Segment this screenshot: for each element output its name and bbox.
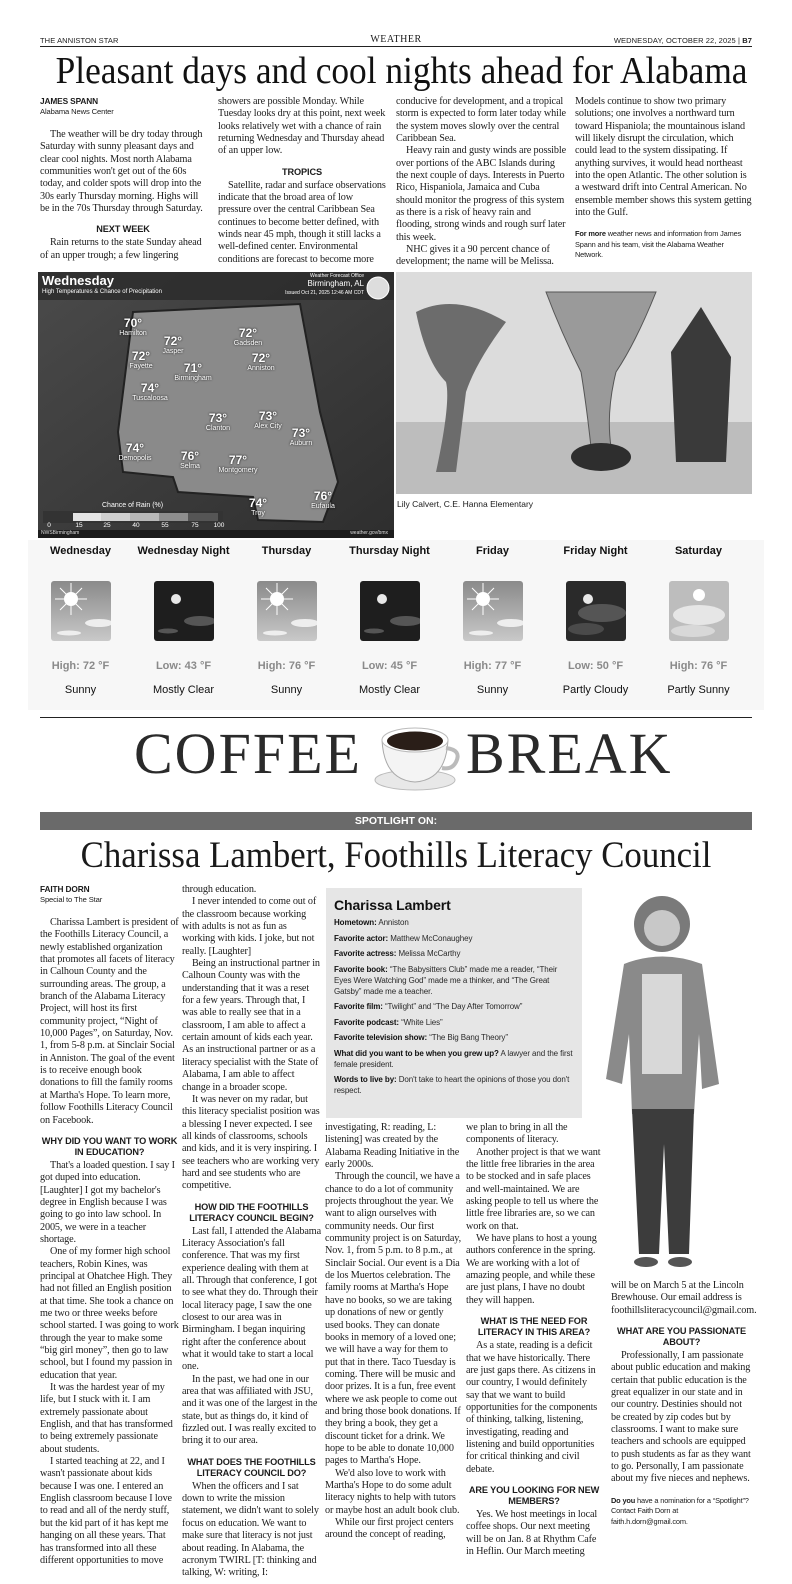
weather-column-3 (396, 96, 566, 269)
weather-column-2 (218, 96, 386, 266)
paragraph: Charissa Lambert is president of the Foothills Literacy Council, a newly established organization that promotes all facets of literacy in Calhoun County and the surrounding areas. The group, a branch of the Alabama Literacy Project, will host its first community project, “Night of 10,000 Pages”, on Saturday, Nov. 1, from 5-8 p.m. at Sinclair Social in Anniston. The goal of the event is to receive enough book donations to fill the family rooms at Martha's Hope. To learn more, follow Foothills Literacy Council on Facebook. (40, 917, 179, 1126)
factbox-item-value: Matthew McConaughey (388, 933, 473, 943)
paragraph: Satellite, radar and surface observations indicate that the broad area of low pressure over the central Caribbean Sea continues to become better defined, with winds near 45 mph, though it still lacks a well-defined center. Environmental conditions are forecast to become more (218, 179, 386, 265)
factbox-item-value: A lawyer and the first female president. (334, 1048, 573, 1069)
forecast-condition: Mostly Clear (358, 684, 421, 696)
coffee-break-left: COFFEE (134, 721, 362, 786)
factbox-item-value: “White Lies” (398, 1017, 443, 1027)
spotlight-label: SPOTLIGHT ON: (40, 812, 752, 830)
map-footer-left: NWSBirmingham (41, 530, 80, 536)
city-name: Troy (251, 510, 265, 517)
city-temp: 72° (163, 334, 183, 348)
weather-moon-cloudy-icon (566, 581, 626, 641)
city-temp: 73° (258, 409, 278, 423)
forecast-temperature: High: 77 °F (463, 660, 522, 672)
city-name: Birmingham (174, 375, 212, 382)
factbox-item-label: Favorite book: (334, 964, 388, 974)
paragraph: While our first project centers around the concept of reading, (325, 1517, 454, 1541)
city-temp: 72° (131, 349, 151, 363)
paragraph: NHC gives it a 90 percent chance of development; the name will be Melissa. (396, 244, 554, 268)
issue-date: WEDNESDAY, OCTOBER 22, 2025 (613, 36, 736, 45)
spotlight-headline: Charissa Lambert, Foothills Literacy Council (80, 835, 712, 876)
spotlight-column-1 (40, 884, 179, 1567)
weather-headline: Pleasant days and cool nights ahead for Alabama (55, 50, 748, 92)
map-city-eufaula (293, 490, 353, 511)
map-city-tuscaloosa (120, 382, 180, 403)
rain-legend-title: Chance of Rain (%) (102, 502, 164, 509)
paragraph-continued: we plan to bring in all the components of literacy. (466, 1122, 568, 1146)
rain-legend-tick: 40 (132, 522, 140, 529)
rain-legend-tick: 15 (75, 522, 83, 529)
city-name: Auburn (289, 440, 313, 447)
byline-name: JAMES SPANN (40, 96, 98, 106)
forecast-period (543, 540, 648, 696)
spotlight-column-2 (182, 884, 321, 1580)
paragraph-continued: Models continue to show two primary solutions; one involves a northward turn toward Hispaniola; the mountainous island will likely disrupt the circulation, which could lead to the system dissipating. If anything survives, it would head northeast into the open Atlantic. The other solution is a westward drift into Central American. No ensemble member shows this system getting into the Gulf. (575, 96, 752, 219)
paragraph-continued: showers are possible Monday. While Tuesday looks dry at this point, next week looks relatively wet with a chance of rain returning Wednesday and Thursday ahead of an upper low. (218, 96, 386, 157)
factbox-item-value: Don't take to heart the opinions of those you don't respect. (334, 1075, 570, 1095)
factbox-item (334, 1001, 574, 1012)
forecast-period-name: Friday Night (563, 545, 628, 557)
page-number: B7 (742, 36, 752, 45)
issue-date-page: WEDNESDAY, OCTOBER 22, 2025 | B7 (613, 36, 752, 45)
factbox-item-value: “Twilight” and “The Day After Tomorrow” (382, 1002, 523, 1011)
city-name: Demopolis (118, 455, 152, 462)
paragraph: Professionally, I am passionate about public education and making certain that public education is the great equalizer in our state and in our country. Destinies should not be created by zip codes but by classrooms. I want to make sure teachers and schools are equipped to push students as far as they want to go. Personally, I am passionate about my five nieces and nephews. (611, 1350, 751, 1485)
map-city-montgomery (208, 454, 268, 475)
rain-legend-tick: 25 (103, 522, 111, 529)
factbox-item (334, 948, 574, 959)
forecast-condition: Sunny (64, 684, 97, 696)
paper-name: THE ANNISTON STAR (40, 36, 119, 45)
child-tornado-drawing (396, 272, 752, 494)
factbox-title: Charissa Lambert (334, 897, 451, 913)
rain-legend-tick: 55 (161, 522, 169, 529)
forecast-period (131, 540, 236, 696)
forecast-condition: Partly Sunny (667, 684, 730, 696)
rain-legend-tick: 100 (213, 522, 225, 529)
city-temp: 72° (238, 326, 258, 340)
factbox-item (334, 1017, 574, 1028)
subhead: WHAT ARE YOU PASSIONATE ABOUT? (617, 1326, 746, 1348)
city-name: Jasper (162, 348, 184, 355)
city-name: Tuscaloosa (132, 395, 168, 402)
subhead: TROPICS (282, 166, 322, 177)
forecast-period-name: Friday (475, 545, 509, 557)
map-footer-right: weather.gov/bmx (350, 530, 388, 536)
rain-legend-tick: 75 (191, 522, 199, 529)
map-city-fayette (111, 350, 171, 371)
section-divider (40, 717, 752, 718)
subhead: WHAT DOES THE FOOTHILLS LITERACY COUNCIL DO? (187, 1456, 316, 1478)
factbox-item-label: Favorite actress: (334, 949, 397, 958)
coffee-cup-icon (372, 722, 462, 792)
forecast-condition: Mostly Clear (152, 684, 215, 696)
forecast-temperature: High: 72 °F (51, 660, 110, 672)
forecast-temperature: High: 76 °F (669, 660, 728, 672)
byline-name: FAITH DORN (40, 884, 90, 894)
forecast-period (646, 540, 751, 696)
forecast-condition: Sunny (476, 684, 509, 696)
weather-sun-icon (51, 581, 111, 641)
factbox-item-label: Words to live by: (334, 1075, 397, 1084)
weather-column-4 (575, 96, 752, 261)
paragraph: Rain returns to the state Sunday ahead of an upper trough; a few lingering (40, 237, 202, 261)
paragraph-continued: investigating, R: reading, L: listening] was created by the Alabama Reading Initiative in the early 2000s. (325, 1122, 460, 1171)
city-name: Anniston (247, 365, 275, 372)
paragraph: Through the council, we have a chance to do a lot of community projects throughout the year. We want to align ourselves with community needs. Our first community project is on Saturday, Nov. 1, from 5 p.m. to 8 p.m., at Sinclair Social. Our event is a Dia de los Muertos celebration. The family rooms at Martha's Hope have no books, so we are taking up donations of new or gently used books. They can donate books in memory of a loved one; we will have a way for them to put that in there. Taco Tuesday is coming. There will be music and door prizes. It is a fun, free event where we ask people to come out and bring those book donations. If they bring a book, they get a discount ticket for a drink. We hope to be able to donate 10,000 pages to Martha's Hope. (325, 1171, 461, 1467)
city-temp: 76° (180, 449, 200, 463)
map-subtitle: High Temperatures & Chance of Precipitation (42, 289, 162, 295)
city-name: Clanton (205, 425, 231, 432)
city-temp: 71° (183, 361, 203, 375)
city-name: Montgomery (218, 467, 258, 474)
byline-affiliation: Alabama News Center (40, 107, 114, 116)
factbox-item-label: Favorite podcast: (334, 1017, 399, 1027)
city-name: Gadsden (233, 340, 263, 347)
paragraph: Last fall, I attended the Alabama Literacy Association's fall conference. That was my first experience dealing with them at all. Through that conference, I got to see what they do. Through their local literacy page, I saw the one closest to our area was in Birmingham. I began inquiring right after the conference about what it would take to start a local one. (182, 1225, 321, 1373)
factbox-item-label: Hometown: (334, 918, 377, 927)
city-temp: 74° (248, 496, 268, 510)
footnote-lead: Do you (611, 1495, 636, 1505)
city-name: Eufaula (311, 503, 335, 510)
city-temp: 73° (291, 426, 311, 440)
weather-column-1 (40, 96, 206, 262)
city-temp: 77° (228, 453, 248, 467)
city-temp: 73° (208, 411, 228, 425)
paragraph: Being an instructional partner in Calhoun County was with the understanding that it was a reset for a few years. Through that, I was able to really see that in a classroom, I am able to affect a certain amount of kids each year. As an instructional partner or as a literacy specialist with the State of Alabama, I am able to affect change in a broader scope. (182, 958, 320, 1093)
paragraph-continued: conducive for development, and a tropical storm is expected to form later today while the system moves slowly over the central Caribbean Sea. (396, 96, 566, 145)
paragraph-continued: will be on March 5 at the Lincoln Brewhouse. Our email address is foothillsliteracycouncil@gmail.com. (611, 1280, 757, 1316)
paragraph: We'd also love to work with Martha's Hope to do some adult literacy nights to help with tutors or maybe host an adult book club. (325, 1467, 460, 1516)
weather-sun-icon (257, 581, 317, 641)
forecast-period-name: Wednesday Night (137, 545, 230, 557)
city-name: Selma (180, 463, 200, 470)
map-city-demopolis (105, 442, 165, 463)
subhead: ARE YOU LOOKING FOR NEW MEMBERS? (468, 1484, 600, 1506)
forecast-period (28, 540, 133, 696)
drawing-caption: Lily Calvert, C.E. Hanna Elementary (397, 499, 534, 509)
footnote-text: have a nomination for a “Spotlight”? Contact Faith Dorn at faith.h.dorn@gmail.com. (611, 1495, 749, 1526)
forecast-period-name: Thursday Night (349, 545, 430, 557)
seven-day-forecast (28, 540, 764, 710)
coffee-break-right: BREAK (466, 721, 673, 786)
city-name: Fayette (129, 363, 153, 370)
forecast-temperature: Low: 43 °F (155, 660, 212, 672)
factbox-item-label: What did you want to be when you grew up? (334, 1048, 499, 1058)
weather-map (38, 272, 394, 538)
city-name: Hamilton (119, 330, 147, 337)
forecast-condition: Sunny (270, 684, 303, 696)
profile-factbox (326, 888, 582, 1118)
factbox-item (334, 964, 574, 997)
factbox-item (334, 917, 574, 928)
factbox-item-value: “The Big Bang Theory” (427, 1033, 508, 1042)
city-temp: 74° (140, 381, 160, 395)
spotlight-column-3 (325, 1122, 461, 1542)
map-city-anniston (231, 352, 291, 373)
factbox-item (334, 933, 574, 944)
factbox-item-value: “The Babysitters Club” made me a reader, “Their Eyes Were Watching God” made me a thinker, and “The Great Gatsby” made me a teacher. (334, 964, 558, 996)
footnote-text: weather news and information from James Spann and his team, visit the Alabama Weather Network. (575, 229, 742, 260)
factbox-item-label: Favorite actor: (334, 933, 389, 943)
forecast-period (234, 540, 339, 696)
subhead: NEXT WEEK (96, 224, 150, 235)
weather-moon-icon (154, 581, 214, 641)
paragraph: I never intended to come out of the classroom because working with adults is not as fun as working with kids. I joke, but not really. [Laughter] (182, 896, 317, 957)
forecast-temperature: Low: 45 °F (361, 660, 418, 672)
factbox-item-value: Anniston (376, 918, 409, 927)
spotlight-column-4 (466, 1122, 602, 1558)
city-temp: 72° (251, 351, 271, 365)
map-city-gadsden (218, 327, 278, 348)
footnote-lead: For more (575, 229, 606, 239)
factbox-item (334, 1048, 574, 1070)
city-temp: 70° (123, 316, 143, 330)
forecast-period (337, 540, 442, 696)
weather-moon-icon (360, 581, 420, 641)
map-issued: Issued Oct 21, 2025 12:46 AM CDT (285, 290, 364, 296)
weather-partly-sunny-icon (669, 581, 729, 641)
subhead: WHY DID YOU WANT TO WORK IN EDUCATION? (41, 1135, 178, 1157)
map-office-label: Weather Forecast Office (309, 273, 364, 279)
city-temp: 76° (313, 489, 333, 503)
paragraph: We have plans to host a young authors conference in the spring. We are working with a lot of amazing people, and while these are just plans, I have no doubt they will happen. (466, 1233, 597, 1306)
city-name: Alex City (254, 423, 282, 430)
footnote (611, 1496, 752, 1528)
forecast-period-name: Saturday (674, 545, 723, 557)
rain-legend-tick: 0 (47, 522, 51, 529)
forecast-period-name: Wednesday (50, 545, 111, 557)
paragraph: As a state, reading is a deficit that we have historically. There are just gaps there. As citizens in our country, I would definitely say that we want to build opportunities for the components of thinking, talking, listening, investigating, reading and listening and build opportunities for critical thinking and civil debate. (466, 1340, 598, 1475)
factbox-item-label: Favorite television show: (334, 1033, 428, 1042)
paragraph: It was never on my radar, but this literacy specialist position was a blessing I never expected. I see all kinds of classrooms, schools and kids, and it is very inspiring. I see teachers who are working very hard and see students who are competitive. (182, 1093, 320, 1192)
subhead: WHAT IS THE NEED FOR LITERACY IN THIS AREA? (477, 1316, 591, 1338)
forecast-temperature: High: 76 °F (257, 660, 316, 672)
masthead-rule (40, 46, 752, 47)
factbox-item-value: Melissa McCarthy (396, 949, 461, 958)
subhead: HOW DID THE FOOTHILLS LITERACY COUNCIL BEGIN? (189, 1201, 314, 1223)
paragraph: One of my former high school teachers, Robin Kines, was principal at Ohatchee High. They had not filled an English position at that time. She took a chance on me two or three weeks before school started. I was going to work through the year to make some “big girl money”, then go to law school, but I found my passion in education that year. (40, 1246, 179, 1381)
paragraph-continued: through education. (182, 884, 257, 895)
paragraph: That's a loaded question. I say I got duped into education. [Laughter] I got my bachelor's degree in English because I was going to go into law school. In 2005, we were in a teacher shortage. (40, 1159, 175, 1245)
footnote (575, 229, 752, 261)
paragraph: It was the hardest year of my life, but I stuck with it. I am extremely passionate about English, and that has transformed to being extremely passionate about students. (40, 1382, 173, 1455)
section-name: WEATHER (370, 34, 422, 45)
map-office: Birmingham, AL (307, 279, 364, 288)
weather-sun-icon (463, 581, 523, 641)
spotlight-column-5 (611, 1280, 757, 1527)
paragraph: When the officers and I sat down to write the mission statement, we didn't want to solely focus on education. We want to make sure that literacy is not just about reading. In Alabama, the acronym TWIRL [T: thinking and talking, W: writing, I: (182, 1480, 319, 1579)
paragraph: In the past, we had one in our area that was affiliated with JSU, and it was one of the largest in the state, but as things do, it kind of fizzled out. I was really excited to bring it to our area. (182, 1373, 318, 1447)
byline-affiliation: Special to The Star (40, 895, 103, 904)
paragraph: Heavy rain and gusty winds are possible over portions of the ABC Islands during the next couple of days. Interests in Puerto Rico, Hispaniola, Jamaica and Cuba should monitor the progress of this system as there is a risk of heavy rain and flooding, strong winds and rough surf later this week. (396, 145, 566, 243)
map-city-birmingham (163, 362, 223, 383)
paragraph: The weather will be dry today through Saturday with sunny pleasant days and clear cool nights. Most north Alabama communities won't get out of the 60s today, and colder spots will drop into the 30s early Thursday morning. Highs will be in the 70s Thursday through Saturday. (40, 129, 203, 215)
paragraph: Another project is that we want the little free libraries in the area to be stocked and in safe places and well-maintained. We are asking people to tell us where the little free libraries are, so we can work on that. (466, 1146, 601, 1232)
factbox-item (334, 1074, 574, 1096)
paragraph: Yes. We host meetings in local coffee shops. Our next meeting will be on Jan. 8 at Rhythm Cafe in Heflin. Our March meeting (466, 1508, 598, 1557)
factbox-item-label: Favorite film: (334, 1002, 383, 1011)
map-city-auburn (271, 427, 331, 448)
charissa-lambert-photo (584, 884, 752, 1276)
city-temp: 74° (125, 441, 145, 455)
map-city-troy (228, 497, 288, 518)
forecast-period-name: Thursday (261, 545, 312, 557)
forecast-condition: Partly Cloudy (562, 684, 629, 696)
map-title: Wednesday (42, 273, 115, 288)
factbox-item (334, 1032, 574, 1043)
forecast-period (440, 540, 545, 696)
forecast-temperature: Low: 50 °F (567, 660, 624, 672)
paragraph: I started teaching at 22, and I wasn't passionate about kids because I was one. I entered an English classroom because I love to read and all of the nerdy stuff, but the kid part of it has kept me hanging on all these years. That has transformed into all these different opportunities to move (40, 1456, 172, 1566)
